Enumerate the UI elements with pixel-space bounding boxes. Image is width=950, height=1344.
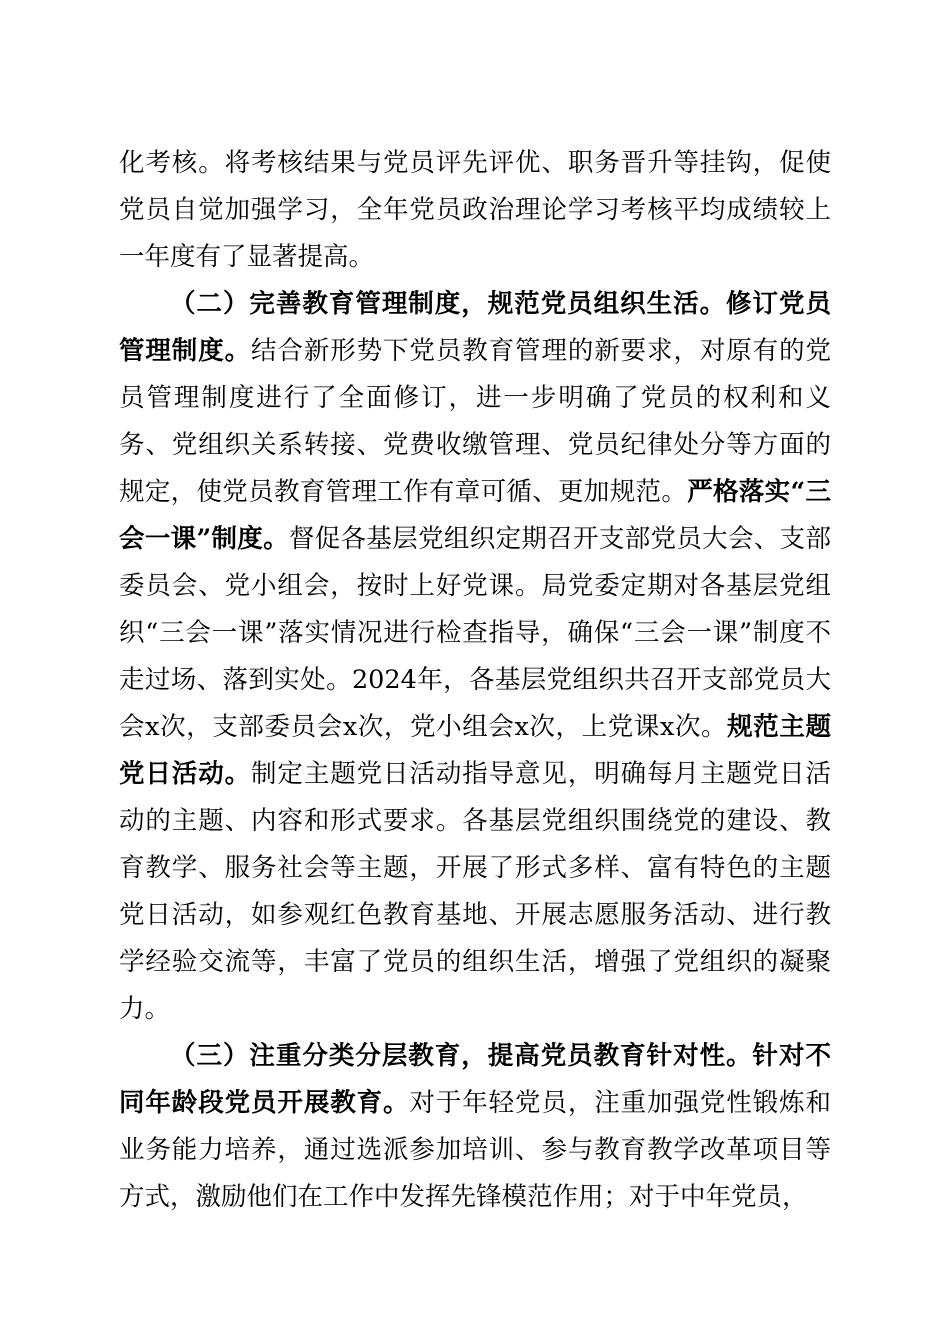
- paragraph-continuation: [119, 140, 831, 281]
- section-heading: （二）完善教育管理制度，规范党员组织生活。修订党员管理制度。: [119, 289, 831, 366]
- bold-subheading: 规范主题党日活动。: [119, 712, 831, 789]
- bold-subheading: 严格落实“三会一课”制度。: [119, 477, 831, 554]
- section-heading: （三）注重分类分层教育，提高党员教育针对性。针对不同年龄段党员开展教育。: [119, 1041, 831, 1118]
- text-segment: 对于年轻党员，注重加强党性锻炼和业务能力培养，通过选派参加培训、参与教育教学改革项目等方式，激励他们在工作中发挥先锋模范作用；对于中年党员，: [119, 1088, 831, 1212]
- text-segment: 化考核。将考核结果与党员评先评优、职务晋升等挂钩，促使党员自觉加强学习，全年党员政治理论学习考核平均成绩较上一年度有了显著提高。: [119, 148, 831, 272]
- paragraph-section-two: [119, 281, 831, 1033]
- text-segment: 督促各基层党组织定期召开支部党员大会、支部委员会、党小组会，按时上好党课。局党委定期对各基层党组织“三会一课”落实情况进行检查指导，确保“三会一课”制度不走过场、落到实处。2024年，各基层党组织共召开支部党员大会x次，支部委员会x次，党小组会x次，上党课x次。: [119, 524, 831, 742]
- paragraph-section-three: [119, 1033, 831, 1221]
- document-body: [119, 140, 831, 1221]
- text-segment: 制定主题党日活动指导意见，明确每月主题党日活动的主题、内容和形式要求。各基层党组织围绕党的建设、教育教学、服务社会等主题，开展了形式多样、富有特色的主题党日活动，如参观红色教育基地、开展志愿服务活动、进行教学经验交流等，丰富了党员的组织生活，增强了党组织的凝聚力。: [119, 759, 831, 1024]
- text-segment: 结合新形势下党员教育管理的新要求，对原有的党员管理制度进行了全面修订，进一步明确了党员的权利和义务、党组织关系转接、党费收缴管理、党员纪律处分等方面的规定，使党员教育管理工作有章可循、更加规范。: [119, 336, 831, 507]
